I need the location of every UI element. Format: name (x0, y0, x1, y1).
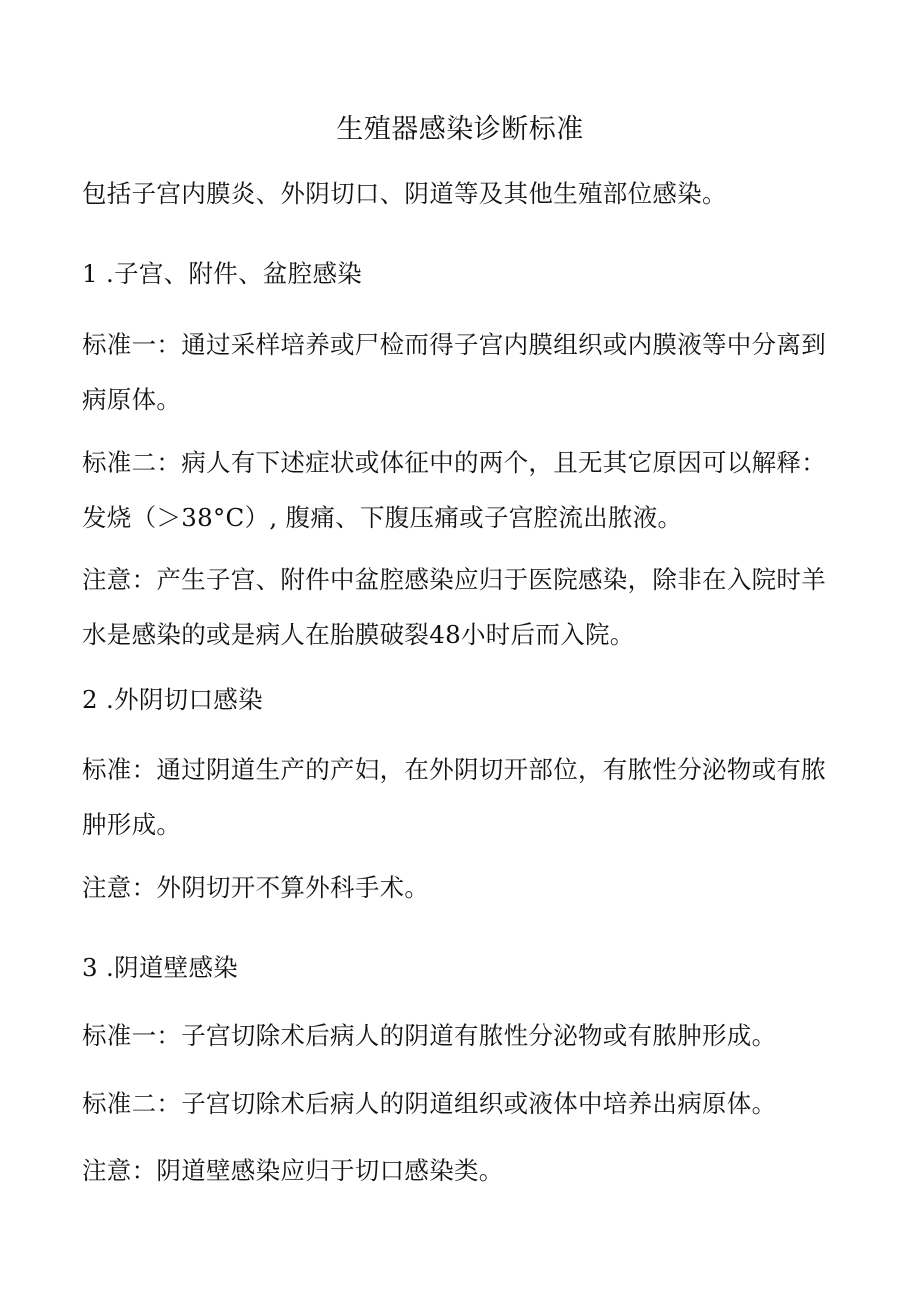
section-1-note: 注意：产生子宫、附件中盆腔感染应归于医院感染，除非在入院时羊水是感染的或是病人在胎膜破裂48小时后而入院。 (82, 565, 826, 649)
section-2-criterion: 标准：通过阴道生产的产妇，在外阴切开部位，有脓性分泌物或有脓肿形成。 (82, 755, 826, 839)
section-3-heading: 3 .阴道壁感染 (82, 953, 239, 982)
section-3-note: 注意：阴道壁感染应归于切口感染类。 (82, 1156, 504, 1185)
section-3-criterion-2: 标准二：子宫切除术后病人的阴道组织或液体中培养出病原体。 (82, 1089, 777, 1118)
intro-paragraph: 包括子宫内膜炎、外阴切口、阴道等及其他生殖部位感染。 (82, 179, 727, 208)
section-3-criterion-1: 标准一：子宫切除术后病人的阴道有脓性分泌物或有脓肿形成。 (82, 1021, 777, 1050)
section-2-heading: 2 .外阴切口感染 (82, 685, 263, 714)
section-1-criterion-1: 标准一：通过采样培养或尸检而得子宫内膜组织或内膜液等中分离到病原体。 (82, 330, 826, 414)
document-title: 生殖器感染诊断标准 (336, 114, 584, 145)
section-2-note: 注意：外阴切开不算外科手术。 (82, 873, 430, 902)
section-1-criterion-2: 标准二：病人有下述症状或体征中的两个，且无其它原因可以解释：发烧（＞38°C）, 腹痛、下腹压痛或子宫腔流出脓液。 (82, 448, 826, 532)
section-1-heading: 1 .子宫、附件、盆腔感染 (82, 259, 363, 288)
